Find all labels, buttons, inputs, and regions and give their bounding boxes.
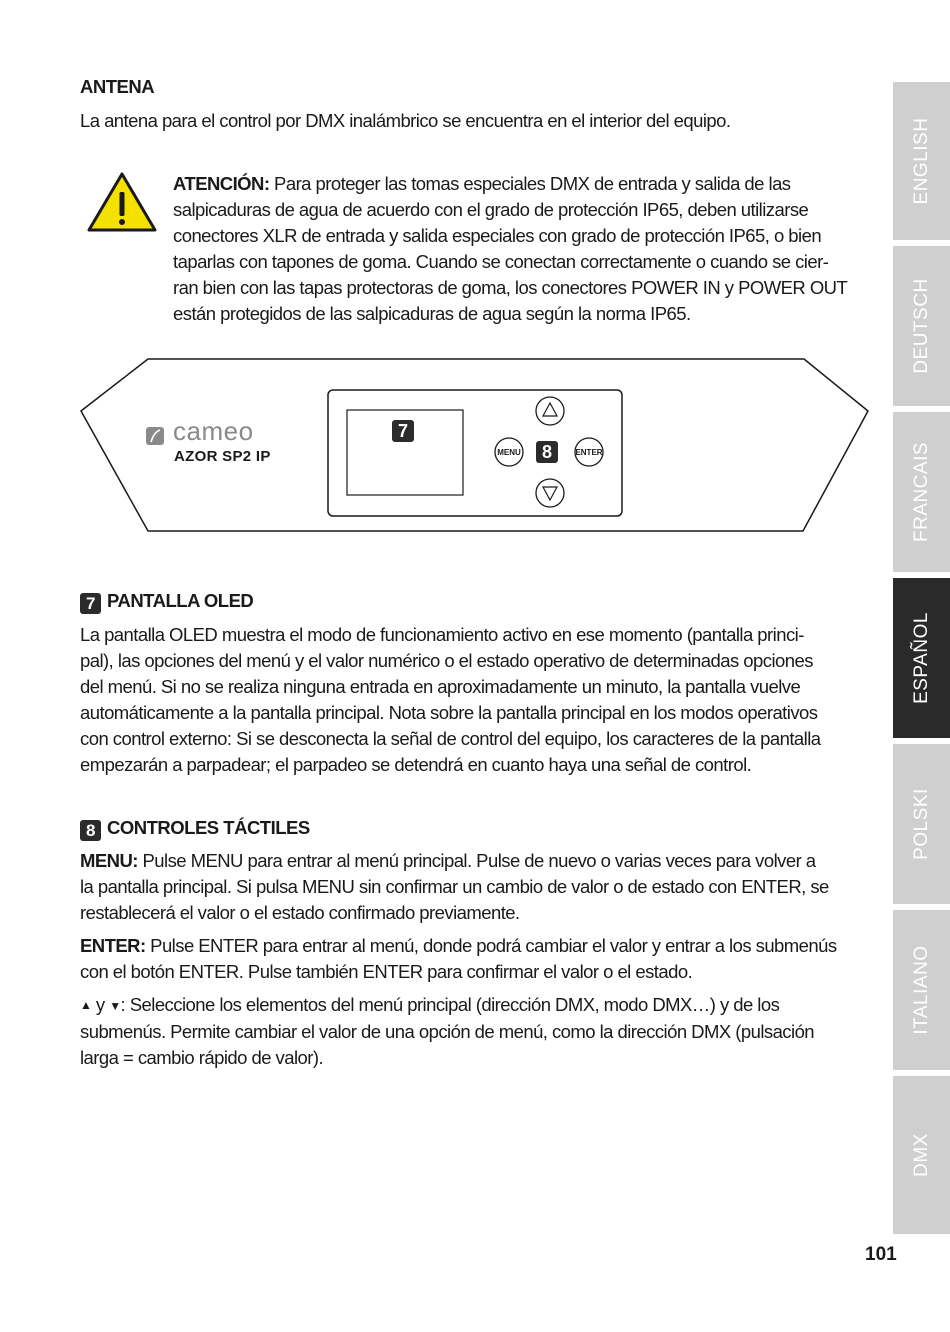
enter-button-label: ENTER: [575, 448, 603, 457]
oled-line: empezarán a parpadear; el parpadeo se detendrá en cuanto haya una señal de control.: [80, 754, 752, 775]
oled-number-badge: 7: [80, 593, 101, 614]
tab-dmx-label: DMX: [910, 1133, 932, 1177]
enter-description: [80, 933, 862, 985]
controls-number-badge: 8: [80, 820, 101, 841]
tab-english[interactable]: [893, 82, 950, 240]
arrows-line: larga = cambio rápido de valor).: [80, 1047, 324, 1068]
oled-number-badge: 7: [392, 420, 414, 442]
antena-text: La antena para el control por DMX inalámbrico se encuentra en el interior del equipo.: [80, 110, 731, 131]
menu-label: MENU:: [80, 850, 138, 871]
warning-line: ran bien con las tapas protectoras de goma, los conectores POWER IN y POWER OUT: [173, 277, 848, 298]
menu-line: la pantalla principal. Si pulsa MENU sin confirmar un cambio de valor o de estado con ENTER, se: [80, 876, 829, 897]
tab-dmx[interactable]: [893, 1076, 950, 1234]
up-button: [536, 397, 564, 425]
arrows-line: submenús. Permite cambiar el valor de una opción de menú, como la dirección DMX (pulsación: [80, 1021, 815, 1042]
tab-english-label: ENGLISH: [910, 117, 932, 205]
up-arrow-icon: ▲: [80, 998, 92, 1012]
warning-label: ATENCIÓN:: [173, 173, 270, 194]
oled-line: automáticamente a la pantalla principal. Nota sobre la pantalla principal en los modos operativos: [80, 702, 818, 723]
oled-line: pal), las opciones del menú y el valor numérico o el estado operativo de determinadas opciones: [80, 650, 813, 671]
down-arrow-icon: ▼: [109, 999, 121, 1013]
controls-number-badge: 8: [536, 441, 558, 463]
brand-logo: cameo: [173, 416, 254, 446]
oled-line: La pantalla OLED muestra el modo de funcionamiento activo en ese momento (pantalla princi-: [80, 624, 804, 645]
tab-polski-label: POLSKI: [910, 788, 932, 860]
warning-text: [173, 171, 873, 327]
tab-francais[interactable]: [893, 412, 950, 572]
model-name: AZOR SP2 IP: [174, 448, 271, 465]
tab-italiano[interactable]: [893, 910, 950, 1070]
tab-espanol[interactable]: [893, 578, 950, 738]
warning-line: conectores XLR de entrada y salida especiales con grado de protección IP65, o bien: [173, 225, 822, 246]
warning-line: taparlas con tapones de goma. Cuando se conectan correctamente o cuando se cier-: [173, 251, 829, 272]
cameo-logo-icon: [146, 427, 164, 445]
tab-deutsch[interactable]: [893, 246, 950, 406]
enter-label: ENTER:: [80, 935, 146, 956]
arrows-description: [80, 992, 862, 1071]
controls-heading-text: CONTROLES TÁCTILES: [107, 817, 310, 838]
tab-francais-label: FRANCAIS: [910, 441, 932, 543]
antena-heading: ANTENA: [80, 76, 155, 97]
arrows-connector: y: [91, 994, 110, 1015]
oled-text: [80, 622, 862, 778]
device-illustration: [78, 356, 872, 534]
oled-heading: [80, 590, 253, 614]
tab-italiano-label: ITALIANO: [910, 945, 932, 1035]
enter-line: con el botón ENTER. Pulse también ENTER para confirmar el valor o el estado.: [80, 961, 693, 982]
enter-line: Pulse ENTER para entrar al menú, donde podrá cambiar el valor y entrar a los submenús: [145, 935, 837, 956]
menu-description: [80, 848, 862, 926]
page-number: 101: [865, 1244, 897, 1265]
arrows-line: : Seleccione los elementos del menú principal (dirección DMX, modo DMX…) y de los: [120, 994, 780, 1015]
warning-line: Para proteger las tomas especiales DMX de entrada y salida de las: [269, 173, 791, 194]
menu-line: restablecerá el valor o el estado confirmado previamente.: [80, 902, 520, 923]
warning-icon: [85, 170, 159, 234]
down-button: [536, 479, 564, 507]
warning-line: salpicaduras de agua de acuerdo con el grado de protección IP65, deben utilizarse: [173, 199, 809, 220]
oled-line: con control externo: Si se desconecta la señal de control del equipo, los caracteres de la pantalla: [80, 728, 821, 749]
menu-line: Pulse MENU para entrar al menú principal. Pulse de nuevo o varias veces para volver a: [137, 850, 816, 871]
warning-line: están protegidos de las salpicaduras de agua según la norma IP65.: [173, 303, 691, 324]
controls-heading: [80, 817, 310, 841]
menu-button-label: MENU: [497, 448, 521, 457]
tab-polski[interactable]: [893, 744, 950, 904]
oled-heading-text: PANTALLA OLED: [107, 590, 254, 611]
oled-line: del menú. Si no se realiza ninguna entrada en aproximadamente un minuto, la pantalla vuelve: [80, 676, 801, 697]
tab-espanol-label: ESPAÑOL: [910, 612, 932, 704]
tab-deutsch-label: DEUTSCH: [910, 278, 932, 374]
